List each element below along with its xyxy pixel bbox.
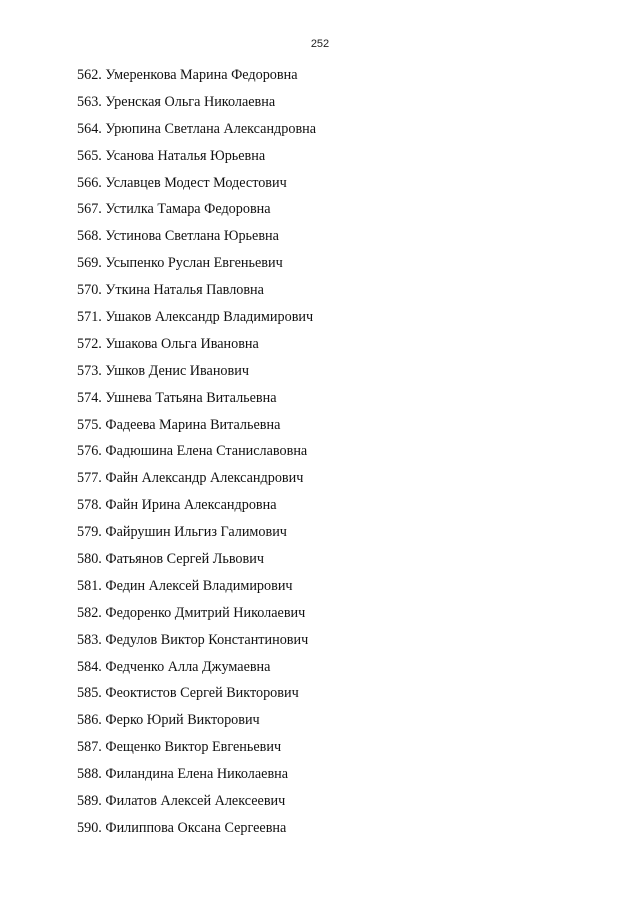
entry-number: 571. bbox=[77, 309, 102, 326]
entry-number: 582. bbox=[77, 604, 102, 621]
entry-number: 584. bbox=[77, 658, 102, 675]
list-item bbox=[77, 522, 316, 549]
list-item bbox=[77, 415, 316, 442]
entry-number: 565. bbox=[77, 147, 102, 164]
entry-number: 566. bbox=[77, 174, 102, 191]
entry-number: 575. bbox=[77, 416, 102, 433]
entry-name: Умеренкова Марина Федоровна bbox=[105, 67, 298, 83]
entry-name: Устилка Тамара Федоровна bbox=[105, 201, 271, 218]
list-item bbox=[77, 818, 316, 845]
entry-number: 586. bbox=[77, 712, 102, 729]
entry-name: Фадюшина Елена Станиславовна bbox=[105, 443, 308, 460]
entry-number: 585. bbox=[77, 685, 102, 702]
list-item bbox=[77, 468, 316, 495]
entry-number: 570. bbox=[77, 282, 102, 299]
list-item bbox=[77, 576, 316, 603]
list-item bbox=[77, 495, 316, 522]
entry-name: Файрушин Ильгиз Галимович bbox=[105, 524, 287, 541]
entry-number: 578. bbox=[77, 497, 102, 514]
entry-name: Уславцев Модест Модестович bbox=[105, 174, 287, 191]
entry-number: 587. bbox=[77, 739, 102, 756]
entry-name: Филандина Елена Николаевна bbox=[105, 766, 289, 783]
entry-name: Федоренко Дмитрий Николаевич bbox=[105, 604, 306, 621]
entry-name: Файн Ирина Александровна bbox=[105, 497, 277, 514]
page-number: 252 bbox=[310, 38, 330, 50]
list-item bbox=[77, 549, 316, 576]
entry-name: Усыпенко Руслан Евгеньевич bbox=[105, 255, 283, 272]
entry-name: Ферко Юрий Викторович bbox=[105, 712, 260, 729]
entry-number: 583. bbox=[77, 631, 102, 648]
entry-number: 574. bbox=[77, 389, 102, 406]
entry-name: Усанова Наталья Юрьевна bbox=[105, 147, 266, 164]
list-item bbox=[77, 710, 316, 737]
entry-number: 590. bbox=[77, 819, 102, 836]
entry-number: 563. bbox=[77, 93, 102, 110]
entry-number: 567. bbox=[77, 201, 102, 218]
entry-number: 562. bbox=[77, 67, 102, 83]
name-list bbox=[77, 65, 316, 845]
list-item bbox=[77, 791, 316, 818]
list-item bbox=[77, 603, 316, 630]
list-item bbox=[77, 307, 316, 334]
list-item bbox=[77, 65, 316, 92]
list-item bbox=[77, 199, 316, 226]
entry-name: Фатьянов Сергей Львович bbox=[105, 551, 264, 568]
list-item bbox=[77, 334, 316, 361]
list-item bbox=[77, 683, 316, 710]
entry-number: 580. bbox=[77, 551, 102, 568]
entry-name: Ушнева Татьяна Витальевна bbox=[105, 389, 277, 406]
list-item bbox=[77, 630, 316, 657]
list-item bbox=[77, 253, 316, 280]
entry-number: 564. bbox=[77, 120, 102, 137]
entry-number: 572. bbox=[77, 335, 102, 352]
entry-name: Филатов Алексей Алексеевич bbox=[105, 793, 286, 810]
list-item bbox=[77, 737, 316, 764]
list-item bbox=[77, 280, 316, 307]
list-item bbox=[77, 173, 316, 200]
entry-name: Федулов Виктор Константинович bbox=[105, 631, 309, 648]
entry-name: Уткина Наталья Павловна bbox=[105, 282, 264, 299]
list-item bbox=[77, 361, 316, 388]
entry-name: Фещенко Виктор Евгеньевич bbox=[105, 739, 282, 756]
entry-number: 576. bbox=[77, 443, 102, 460]
entry-number: 573. bbox=[77, 362, 102, 379]
entry-name: Филиппова Оксана Сергеевна bbox=[105, 819, 287, 836]
entry-name: Ушакова Ольга Ивановна bbox=[105, 335, 259, 352]
entry-name: Ушков Денис Иванович bbox=[105, 362, 249, 379]
list-item bbox=[77, 764, 316, 791]
entry-number: 588. bbox=[77, 766, 102, 783]
list-item bbox=[77, 388, 316, 415]
list-item bbox=[77, 92, 316, 119]
entry-name: Устинова Светлана Юрьевна bbox=[105, 228, 279, 245]
entry-number: 589. bbox=[77, 793, 102, 810]
entry-name: Феоктистов Сергей Викторович bbox=[105, 685, 299, 702]
entry-number: 569. bbox=[77, 255, 102, 272]
entry-number: 581. bbox=[77, 577, 102, 594]
entry-name: Ушаков Александр Владимирович bbox=[105, 309, 314, 326]
entry-name: Файн Александр Александрович bbox=[105, 470, 304, 487]
entry-name: Уренская Ольга Николаевна bbox=[105, 93, 276, 110]
list-item bbox=[77, 226, 316, 253]
entry-name: Урюпина Светлана Александровна bbox=[105, 120, 317, 137]
entry-number: 568. bbox=[77, 228, 102, 245]
entry-number: 577. bbox=[77, 470, 102, 487]
entry-name: Фадеева Марина Витальевна bbox=[105, 416, 281, 433]
list-item bbox=[77, 657, 316, 684]
entry-name: Федченко Алла Джумаевна bbox=[105, 658, 271, 675]
list-item bbox=[77, 146, 316, 173]
list-item bbox=[77, 441, 316, 468]
entry-number: 579. bbox=[77, 524, 102, 541]
entry-name: Федин Алексей Владимирович bbox=[105, 577, 293, 594]
list-item bbox=[77, 119, 316, 146]
